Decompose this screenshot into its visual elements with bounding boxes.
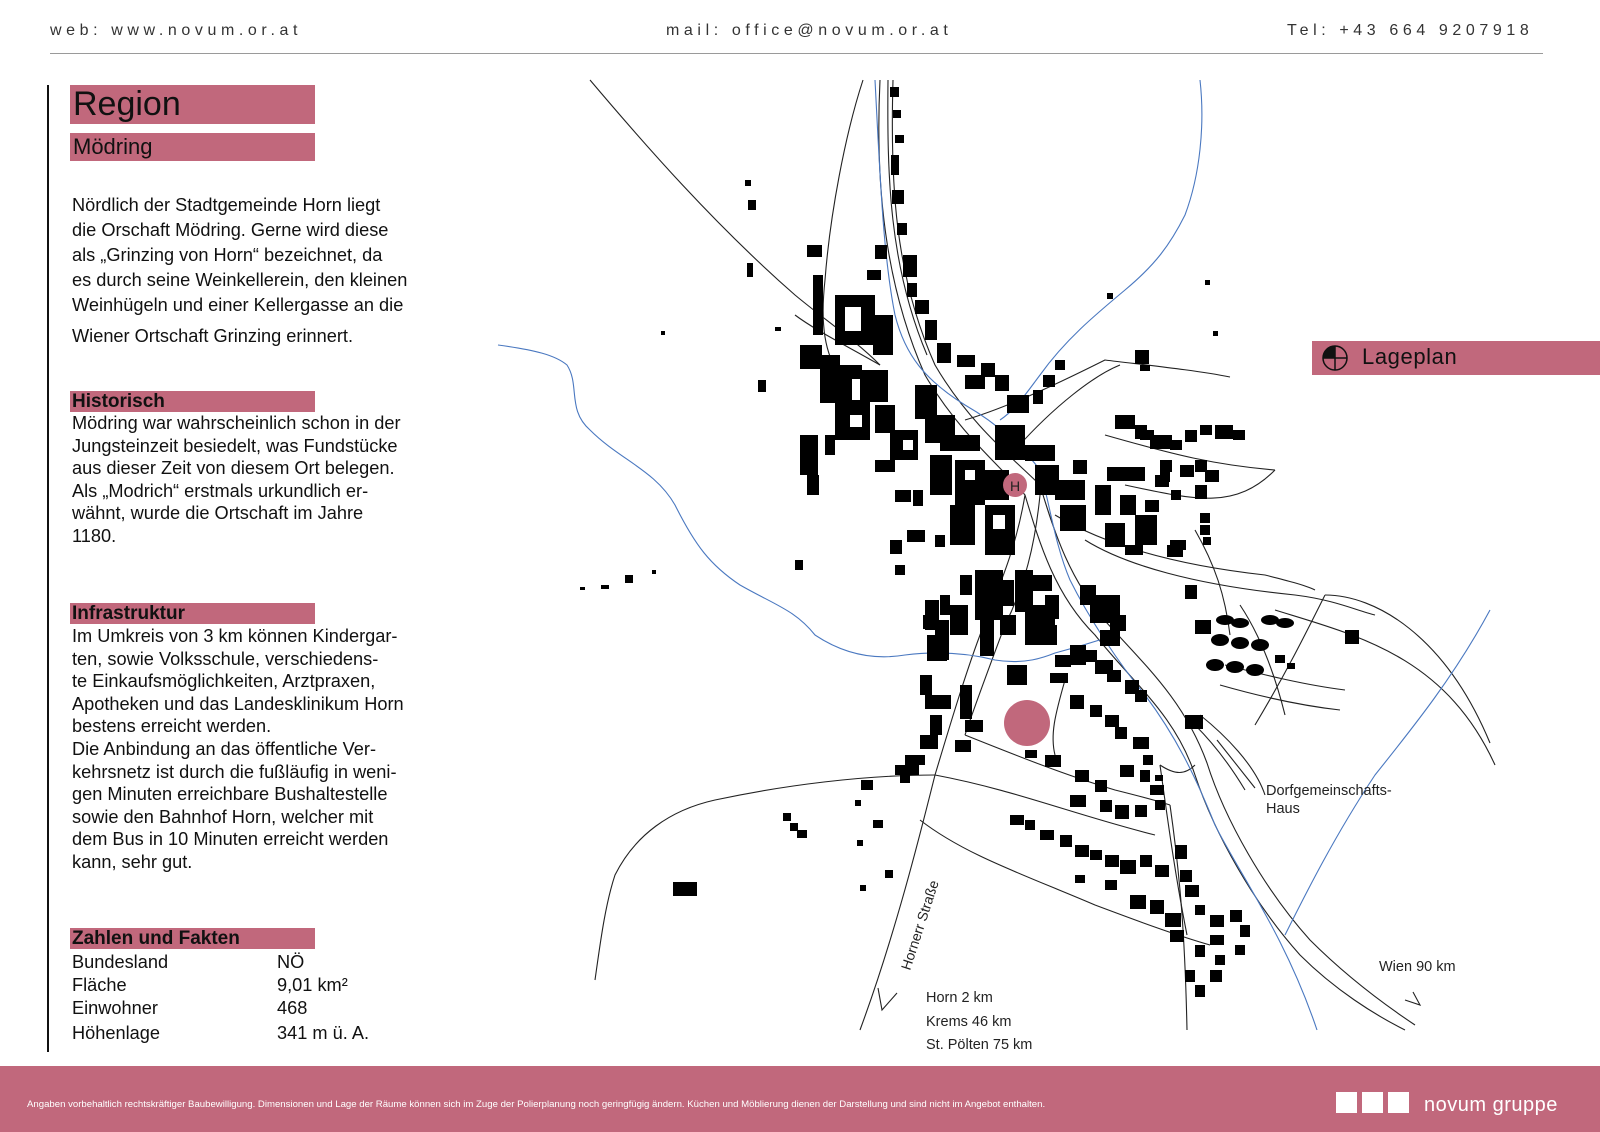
facts-value: 341 m ü. A. [277, 1023, 370, 1043]
header-mail: mail: office@novum.or.at [666, 22, 953, 39]
site-map [495, 75, 1525, 1060]
historisch-heading-box [70, 391, 315, 412]
facts-table [72, 951, 369, 1045]
historisch-line: 1180. [72, 525, 117, 546]
infrastruktur-line: kehrsnetz ist durch die fußläufig in weni- [72, 761, 397, 782]
header-tel: Tel: +43 664 9207918 [1287, 22, 1534, 39]
subtitle-box [70, 133, 315, 161]
distance-krems: Krems 46 km [926, 1013, 1012, 1030]
page-title: Region [73, 85, 181, 123]
brand-logo-square [1336, 1092, 1357, 1113]
infrastruktur-line: dem Bus in 10 Minuten erreicht werden [72, 829, 389, 850]
historisch-line: Mödring war wahrscheinlich schon in der [72, 413, 401, 433]
facts-value: NÖ [277, 952, 305, 972]
facts-value: 468 [277, 998, 308, 1018]
facts-key: Höhenlage [72, 1023, 160, 1043]
site-marker [1004, 700, 1050, 746]
facts-row [72, 997, 369, 1020]
southeast-arrow-icon [1405, 992, 1420, 1005]
bus-stop-marker [1003, 473, 1027, 497]
header-divider [50, 53, 1543, 54]
intro-line: als „Grinzing von Horn“ bezeichnet, da [72, 245, 383, 265]
intro-line: Weinhügeln und einer Kellergasse an die [72, 295, 404, 315]
infrastruktur-line: sowie den Bahnhof Horn, welcher mit [72, 806, 374, 827]
intro-line: die Orschaft Mödring. Gerne wird diese [72, 220, 389, 240]
facts-heading: Zahlen und Fakten [72, 928, 240, 949]
page-subtitle: Mödring [73, 134, 153, 159]
historisch-heading: Historisch [72, 391, 165, 412]
infrastruktur-text [72, 625, 462, 874]
bus-stop-label: H [1009, 478, 1021, 494]
street-label: Hornerr Straße [897, 878, 942, 972]
south-arrow-icon [878, 988, 897, 1010]
footer [0, 1066, 1600, 1132]
distance-horn: Horn 2 km [926, 990, 993, 1006]
infrastruktur-line: gen Minuten erreichbare Bushaltestelle [72, 784, 388, 805]
intro-line: Wiener Ortschaft Grinzing erinnert. [72, 326, 353, 346]
footer-disclaimer: Angaben vorbehaltlich rechtskräftiger Baubewilligung. Dimensionen und Lage der Räume können sich im Zuge der Polierplanung noch geringfügig ändern. Küchen und Möblierung dienen der Darstellung und sind nicht im Angebot enthalten. [27, 1099, 1046, 1110]
facts-row [72, 974, 369, 997]
distance-list [926, 987, 1032, 1058]
wien-distance: Wien 90 km [1379, 959, 1456, 975]
infrastruktur-line: kann, sehr gut. [72, 851, 193, 872]
infrastruktur-line: Im Umkreis von 3 km können Kindergar- [72, 626, 398, 646]
infrastruktur-line: te Einkaufsmöglichkeiten, Arztpraxen, [72, 671, 376, 692]
map-roads [590, 80, 1495, 1030]
compass-icon [1321, 344, 1349, 372]
map-buildings [580, 87, 1359, 997]
lageplan-box [1312, 341, 1600, 375]
historisch-line: Jungsteinzeit besiedelt, was Fundstücke [72, 435, 398, 456]
facts-row [72, 951, 369, 974]
left-rule [47, 85, 49, 1052]
brand-logo-square [1362, 1092, 1383, 1113]
intro-text [72, 193, 462, 349]
header-web: web: www.novum.or.at [50, 22, 303, 39]
infrastruktur-line: bestens erreicht werden. [72, 716, 272, 737]
intro-line: es durch seine Weinkellerein, den kleinen [72, 270, 408, 290]
infrastruktur-heading-box [70, 603, 315, 624]
infrastruktur-heading: Infrastruktur [72, 603, 185, 624]
lageplan-label: Lageplan [1362, 344, 1458, 369]
facts-key: Bundesland [72, 952, 169, 972]
historisch-line: wähnt, wurde die Ortschaft im Jahre [72, 503, 364, 524]
facts-row [72, 1022, 369, 1045]
historisch-line: Als „Modrich“ erstmals urkundlich er- [72, 480, 369, 501]
brand-name: novum gruppe [1424, 1094, 1558, 1116]
facts-value: 9,01 km² [277, 975, 348, 995]
community-house-line: Haus [1266, 801, 1300, 817]
historisch-line: aus dieser Zeit von diesem Ort belegen. [72, 458, 395, 479]
historisch-text [72, 412, 462, 548]
intro-line: Nördlich der Stadtgemeinde Horn liegt [72, 195, 381, 215]
infrastruktur-line: ten, sowie Volksschule, verschiedens- [72, 648, 379, 669]
community-house-label [1266, 782, 1392, 818]
community-house-line: Dorfgemeinschafts- [1266, 783, 1392, 799]
facts-key: Fläche [72, 975, 127, 995]
title-box [70, 85, 315, 124]
distance-st-poelten: St. Pölten 75 km [926, 1037, 1033, 1053]
facts-heading-box [70, 928, 315, 949]
facts-key: Einwohner [72, 998, 158, 1018]
infrastruktur-line: Apotheken und das Landesklinikum Horn [72, 693, 404, 714]
infrastruktur-line: Die Anbindung an das öffentliche Ver- [72, 738, 377, 759]
brand-logo-square [1388, 1092, 1409, 1113]
